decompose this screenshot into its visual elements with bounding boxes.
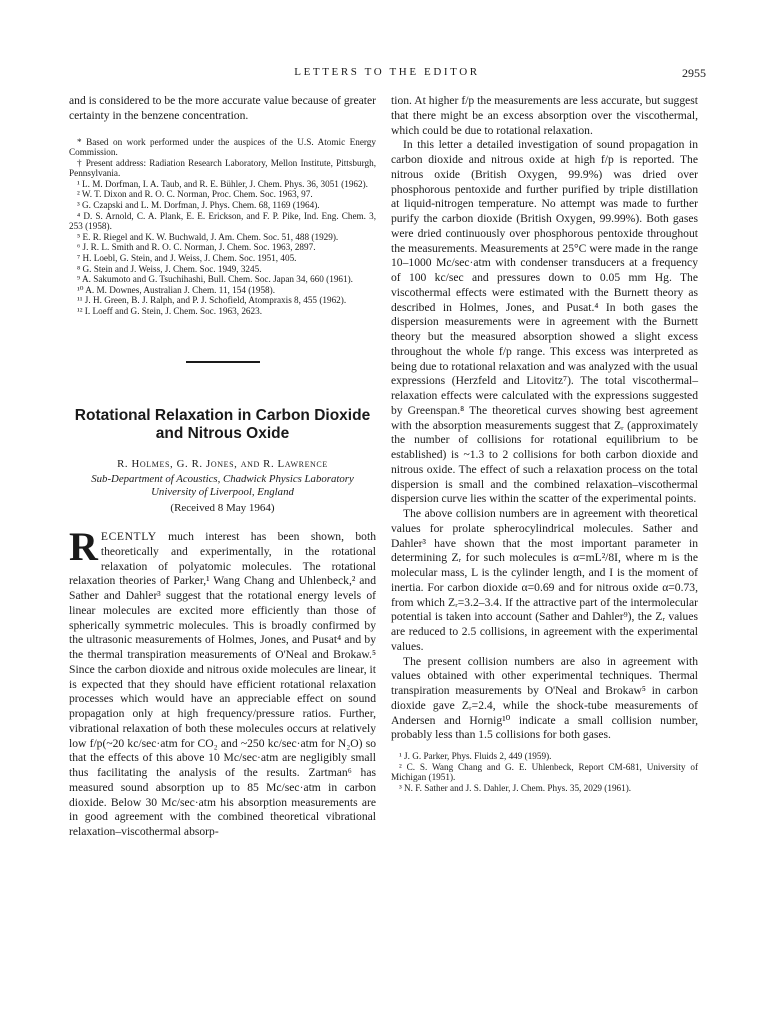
footnote: ⁷ H. Loebl, G. Stein, and J. Weiss, J. Chem. Soc. 1951, 405. [77,253,297,264]
article-authors [69,457,376,472]
left-column [69,94,376,840]
drop-cap: R [69,524,98,570]
reference: ² C. S. Wang Chang and G. E. Uhlenbeck, Report CM-681, University of Michigan (1951). [391,761,698,783]
paragraph: The above collision numbers are in agreement with theoretical values for prolate spherocylindrical molecules. Sather and Dahler³ have shown that the most important parameter in determining Zᵣ for such molecules is α=mL²/8I, where m is the molecular mass, L is the cylinder length, and I is the moment of inertia. For carbon dioxide α=0.69 and for nitrous oxide α=0.73, from which Zᵣ=3.2–3.4. If the attractive part of the intermolecular potential is taken into account (Sather and Dahler⁹), the Zᵣ values are reduced to 2.5 collisions, in agreement with the experimental values. [391,507,698,653]
footnote: ¹ L. M. Dorfman, I. A. Taub, and R. E. Bühler, J. Chem. Phys. 36, 3051 (1962). [77,178,368,189]
footnote: ² W. T. Dixon and R. O. C. Norman, Proc. Chem. Soc. 1963, 97. [77,189,313,200]
footnote: ¹⁰ A. M. Downes, Australian J. Chem. 11, 154 (1958). [77,284,276,295]
paragraph-text: much interest has been shown, both theoretically and experimentally, in the rotational relaxation of polyatomic molecules. The rotational relaxation theories of Parker,¹ Wang Chang and Uhlenbeck,² and Sather and Dahler³ suggest that the rotational energy levels of linear molecules are excited more efficiently than those of spherically symmetric molecules. This is broadly confirmed by the ultrasonic measurements of Holmes, Jones, and Pusat⁴ and by the thermal transpiration measurements of O'Neal and Brokaw.⁵ Since the carbon dioxide and nitrous oxide molecules are linear, it is expected that they should have efficient rotational relaxation processes which would have an appreciable effect on sound propagation only at high frequency/pressure ratios. Further, vibrational relaxation of both these molecules occurs at relatively low f/p(~20 kc/sec·atm for CO₂ and ~250 kc/sec·atm for N₂O) so that the effects of this above 10 Mc/sec·atm are negligibly small thus facilitating the analysis of the results. Zartman⁶ has measured sound absorption up to 85 Mc/sec·atm in carbon dioxide. Below 30 Mc/sec·atm his absorption measurements are in good agreement with the combined theoretical vibrational relaxation–viscothermal absorp- [69,530,376,839]
reference: ³ N. F. Sather and J. S. Dahler, J. Chem. Phys. 35, 2029 (1961). [399,782,632,793]
section-divider [186,361,260,363]
footnote: ³ G. Czapski and L. M. Dorfman, J. Phys. Chem. 68, 1169 (1964). [77,200,320,211]
footnote: ⁵ E. R. Riegel and K. W. Buchwald, J. Am. Chem. Soc. 51, 488 (1929). [77,231,339,242]
footnotes [69,137,376,317]
footnote: * Based on work performed under the auspices of the U.S. Atomic Energy Commission. [69,136,376,158]
footnote: ⁴ D. S. Arnold, C. A. Plank, E. E. Erickson, and F. P. Pike, Ind. Eng. Chem. 3, 253 (1958). [69,210,376,232]
footnote: ⁸ G. Stein and J. Weiss, J. Chem. Soc. 1949, 3245. [77,263,262,274]
footnote: ¹¹ J. H. Green, B. J. Ralph, and P. J. Schofield, Atompraxis 8, 455 (1962). [77,295,347,306]
paragraph: tion. At higher f/p the measurements are less accurate, but suggest that there might be an excess absorption over the viscothermal, which could be due to rotational relaxation. [391,94,698,137]
continuation-text: and is considered to be the more accurate value because of greater certainty in the benzene concentration. [69,94,376,122]
running-head [68,66,706,82]
running-title: LETTERS TO THE EDITOR [294,66,480,78]
authors-text: R. Holmes, G. R. Jones, and R. Lawrence [117,457,328,470]
paragraph: The present collision numbers are also in agreement with values obtained with other experimental techniques. Thermal transpiration measurements by O'Neal and Brokaw⁵ in carbon dioxide gave Zᵣ=2.4, while the shock-tube measurements of Andersen and Hornig¹⁰ indicate a small collision number, probably less than 1.5 collisions for both gases. [391,654,698,742]
reference: ¹ J. G. Parker, Phys. Fluids 2, 449 (1959). [399,751,552,761]
footnote: ¹² I. Loeff and G. Stein, J. Chem. Soc. 1963, 2623. [77,306,262,316]
footnote: † Present address: Radiation Research Laboratory, Mellon Institute, Pittsburgh, Pennsylvania. [69,157,376,179]
paragraph: In this letter a detailed investigation of sound propagation in carbon dioxide and nitrous oxide at high f/p is reported. The nitrous oxide (British Oxygen, 99.9%) was dried over phosphorous pentoxide and further purified by triple distillation at liquid-nitrogen temperature. No attempt was made to further purify the carbon dioxide (British Oxygen, 99.99%). Both gases were dried continuously over phosphorous pentoxide throughout the measurements. Measurements at 25°C were made in the range 10–1000 Mc/sec·atm with condenser transducers at a frequency of 100 kc/sec and pressures down to 0.05 mm Hg. The viscothermal effects were estimated with the Burnett theory as described in Holmes, Jones, and Pusat.⁴ In both gases the dispersion measurements were in agreement with the Burnett theory but the measured absorption showed a slight excess throughout the whole f/p range. This excess was interpreted as being due to rotational relaxation and was analyzed with the usual expressions (Herzfeld and Litovitz⁷). The total viscothermal–relaxation effects were calculated with the expressions suggested by Greenspan.⁸ The theoretical curves showing best agreement with the absorption measurements suggest that Zᵣ (approximately the number of collisions for rotational equilibrium to be established) is ~1.3 to 2 collisions for both carbon dioxide and nitrous oxide. The effect of such a relaxation process on the total dispersion is small and the combined relaxation–viscothermal dispersion curve lies within the scatter of the experimental points. [391,138,698,506]
received-date: (Received 8 May 1964) [170,502,275,515]
article-affiliation: Sub-Department of Acoustics, Chadwick Physics Laboratory University of Liverpool, England [91,473,354,499]
footnote: ⁹ A. Sakumoto and G. Tsuchihashi, Bull. Chem. Soc. Japan 34, 660 (1961). [77,274,353,285]
footnote: ⁶ J. R. L. Smith and R. O. C. Norman, J. Chem. Soc. 1963, 2897. [77,242,316,253]
first-paragraph [69,524,376,840]
references [391,751,698,793]
article-title: Rotational Relaxation in Carbon Dioxide and Nitrous Oxide [74,406,371,442]
right-column [391,94,698,793]
page-number: 2955 [682,66,706,80]
lead-word: ECENTLY [100,530,157,544]
